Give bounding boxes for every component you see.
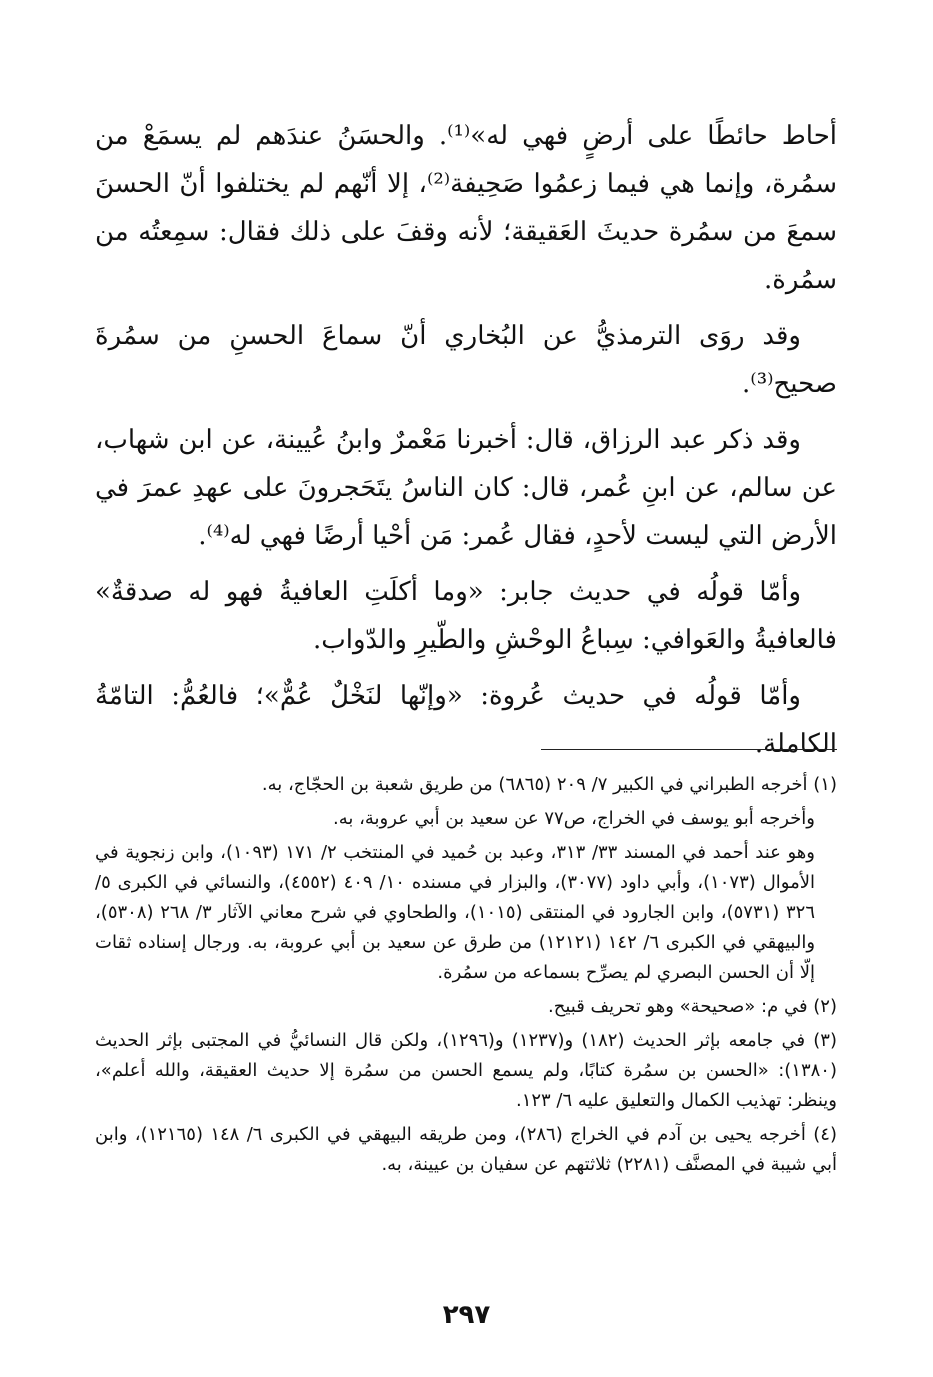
footnotes-section — [95, 770, 837, 1184]
page-number: ٢٩٧ — [442, 1300, 491, 1330]
footnote-1-references: وهو عند أحمد في المسند ٣٣/ ٣١٣، وعبد بن حُميد في المنتخب ٢/ ١٧١ (١٠٩٣)، وابن زنجوية في الأموال (١٠٧٣)، وأبي داود (٣٠٧٧)، والبزار في مسنده ١٠/ ٤٠٩ (٤٥٥٢)، والنسائي في الكبرى ٥/ ٣٢٦ (٥٧٣١)، وابن الجارود في المنتقى (١٠١٥)، والطحاوي في شرح معاني الآثار ٣/ ٢٦٨ (٥٣٠٨)، والبيهقي في الكبرى ٦/ ١٤٢ (١٢١٢١) من طرق عن سعيد بن أبي عروبة، به. ورجال إسناده ثقات إلّا أن الحسن البصري لم يصرِّح بسماعه من سمُرة. — [95, 842, 816, 983]
footnote-separator — [541, 749, 837, 750]
paragraph-5: وأمّا قولُه في حديث عُروة: «وإنّها لنَخْلٌ عُمٌّ»؛ فالعُمُّ: التامّةُ الكاملة. — [95, 681, 837, 759]
paragraph-2: وقد روَى الترمذيُّ عن البُخاري أنّ سماعَ الحسنِ من سمُرةَ صحيح⁽³⁾. — [95, 321, 837, 399]
footnote-2: (٢) في م: «صحيحة» وهو تحريف قبيح. — [548, 996, 837, 1017]
paragraph-3: وقد ذكر عبد الرزاق، قال: أخبرنا مَعْمرٌ وابنُ عُيينة، عن ابن شهاب، عن سالم، عن ابنِ عُمر، قال: كان الناسُ يتَحَجرونَ على عهدِ عمرَ في الأرض التي ليست لأحدٍ، فقال عُمر: مَن أحْيا أرضًا فهي له⁽⁴⁾. — [95, 425, 837, 551]
footnote-1: (١) أخرجه الطبراني في الكبير ٧/ ٢٠٩ (٦٨٦٥) من طريق شعبة بن الحجّاج، به. — [261, 774, 837, 795]
paragraph-1: أحاط حائطًا على أرضٍ فهي له»⁽¹⁾. والحسَنُ عندَهم لم يسمَعْ من سمُرة، وإنما هي فيما زعمُوا صَحِيفة⁽²⁾، إلا أنّهم لم يختلفوا أنّ الحسنَ سمعَ من سمُرة حديثَ العَقيقة؛ لأنه وقفَ على ذلك فقال: سمِعتُه من سمُرة. — [95, 121, 837, 295]
footnote-4: (٤) أخرجه يحيى بن آدم في الخراج (٢٨٦)، ومن طريقه البيهقي في الكبرى ٦/ ١٤٨ (١٢١٦٥)، وابن أبي شيبة في المصنَّف (٢٢٨١) ثلاثتهم عن سفيان بن عيينة، به. — [95, 1124, 837, 1175]
footnote-1-continuation: وأخرجه أبو يوسف في الخراج، ص٧٧ عن سعيد بن أبي عروبة، به. — [332, 808, 815, 829]
paragraph-4: وأمّا قولُه في حديث جابر: «وما أكلَتِ العافيةُ فهو له صدقةٌ» فالعافيةُ والعَوافي: سِباعُ الوحْشِ والطّيرِ والدّواب. — [95, 577, 837, 655]
main-text-body — [95, 112, 837, 776]
footnote-3: (٣) في جامعه بإثر الحديث (١٨٢) و(١٢٣٧) و(١٢٩٦)، ولكن قال النسائيُّ في المجتبى بإثر الحديث (١٣٨٠): «الحسن بن سمُرة كتابًا، ولم يسمع الحسن من سمُرة إلا حديث العقيقة، والله أعلم»، وينظر: تهذيب الكمال والتعليق عليه ٦/ ١٢٣. — [95, 1030, 837, 1111]
